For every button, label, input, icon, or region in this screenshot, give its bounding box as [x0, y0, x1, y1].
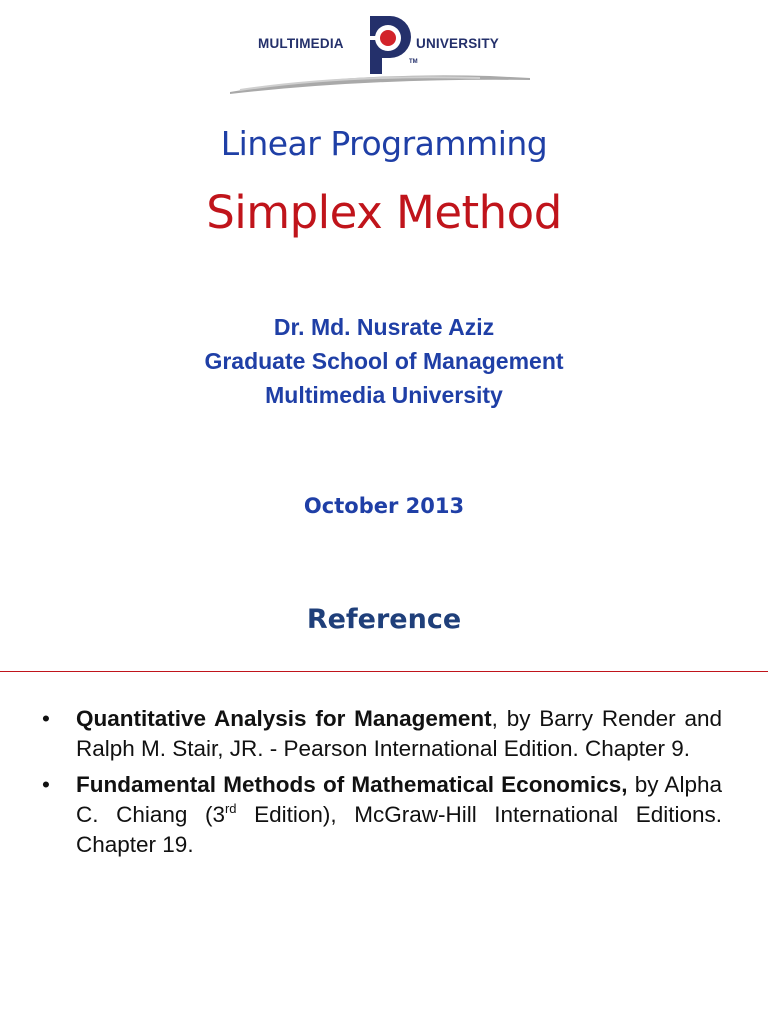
reference-detail-post: Edition), McGraw-Hill International Editions. Chapter 19.: [76, 802, 723, 857]
reference-item: [42, 704, 722, 764]
title-linear-programming: Linear Programming: [220, 124, 548, 163]
bullet-icon: •: [42, 772, 50, 797]
author-department: Graduate School of Management: [204, 348, 564, 374]
reference-heading: Reference: [306, 604, 462, 635]
reference-divider: [0, 671, 768, 672]
bullet-icon: •: [42, 706, 50, 731]
title-simplex-method: Simplex Method: [206, 186, 562, 239]
author-name: Dr. Md. Nusrate Aziz: [273, 314, 495, 340]
presentation-date: October 2013: [303, 494, 465, 518]
reference-edition-suffix: rd: [224, 800, 237, 816]
reference-detail: , by Barry Render and Ralph M. Stair, JR. - Pearson International Edition. Chapter 9.: [76, 706, 722, 761]
logo-word-multimedia: MULTIMEDIA: [258, 36, 344, 51]
logo-word-university: UNIVERSITY: [416, 36, 500, 51]
author-block: [0, 310, 768, 412]
reference-title: Fundamental Methods of Mathematical Economics,: [76, 772, 628, 797]
reference-list: [42, 704, 722, 866]
logo-trademark: TM: [409, 59, 418, 65]
logo-emblem-icon: [366, 14, 412, 76]
reference-title: Quantitative Analysis for Management: [76, 706, 492, 731]
reference-detail-pre: by Alpha C. Chiang (3: [76, 772, 722, 827]
author-university: Multimedia University: [265, 382, 503, 408]
university-logo: [230, 14, 530, 94]
reference-item: [42, 770, 722, 860]
